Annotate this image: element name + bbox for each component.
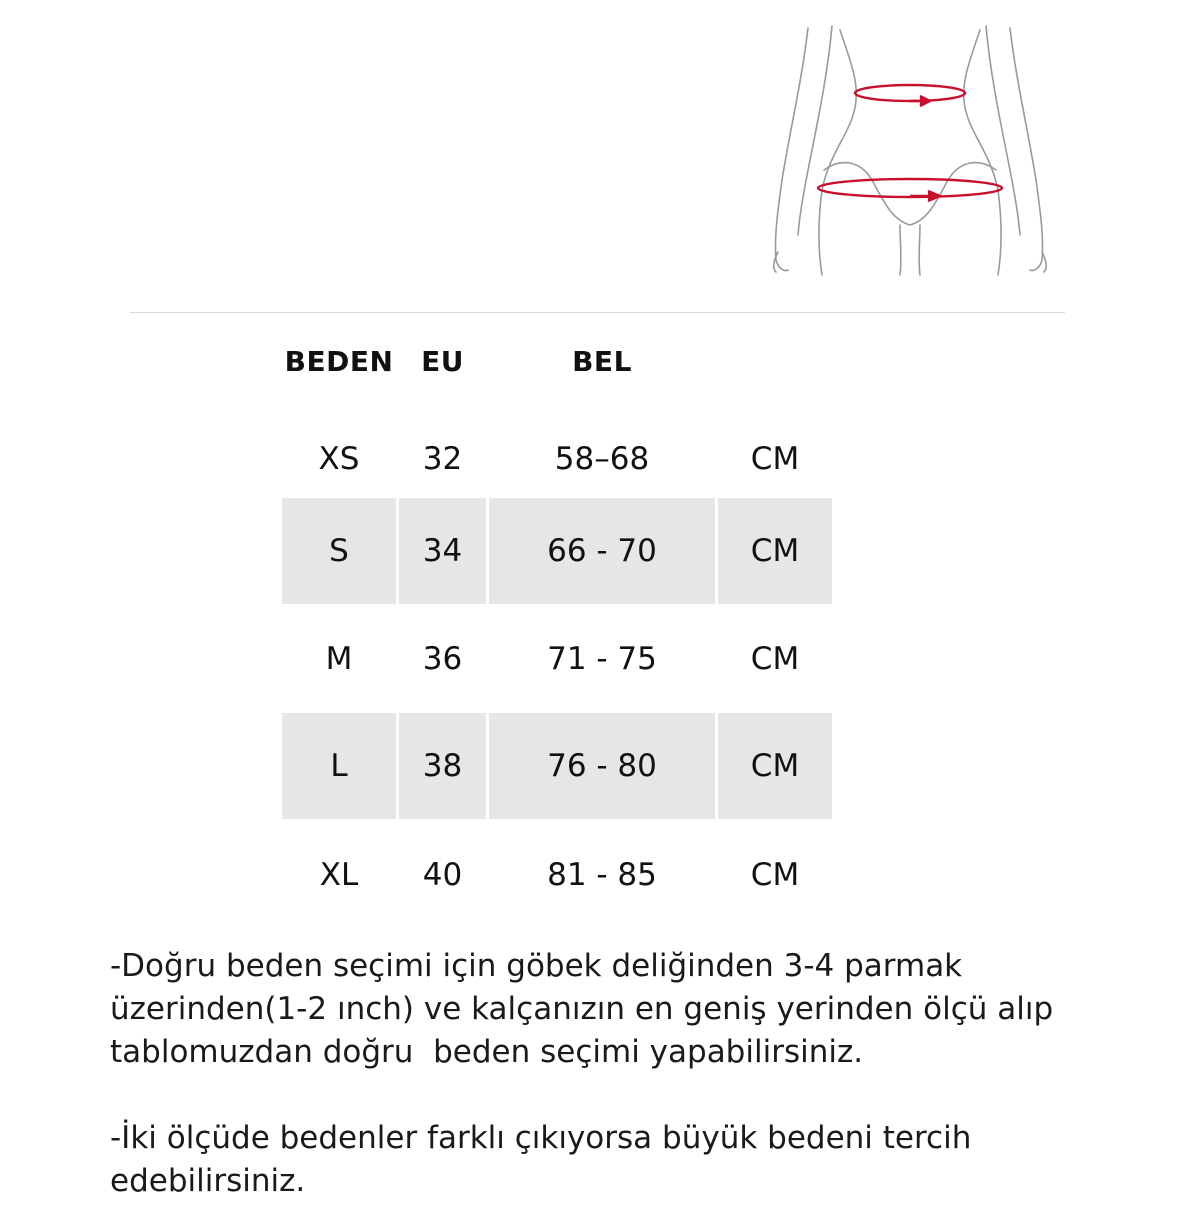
waist-cell: 76 - 80: [489, 713, 715, 819]
size-cell: XS: [318, 441, 360, 477]
unit-cell: CM: [750, 441, 800, 477]
size-cell: XL: [319, 857, 359, 893]
size-row-xl: [282, 822, 832, 928]
header-eu: EU: [421, 345, 464, 378]
header-size: BEDEN: [284, 345, 394, 378]
size-row-s: [282, 498, 832, 604]
eu-cell: 34: [399, 498, 486, 604]
unit-cell: CM: [718, 713, 832, 819]
waist-cell: 81 - 85: [547, 857, 657, 893]
eu-cell: 38: [399, 713, 486, 819]
eu-cell: 32: [422, 441, 463, 477]
waist-cell: 71 - 75: [547, 641, 657, 677]
waist-cell: 58–68: [554, 441, 650, 477]
measurement-instruction: -Doğru beden seçimi için göbek deliğinden 3-4 parmak üzerinden(1-2 ınch) ve kalçanızın en geniş yerinden ölçü alıp tablomuzdan doğru beden seçimi yapabilirsiniz.: [110, 948, 1054, 1070]
body-measurement-illustration: [760, 20, 1060, 280]
size-row-m: [282, 606, 832, 712]
size-preference-note: -İki ölçüde bedenler farklı çıkıyorsa büyük bedeni tercih edebilirsiniz.: [110, 1120, 972, 1199]
size-cell: S: [282, 498, 396, 604]
waist-cell: 66 - 70: [489, 498, 715, 604]
hip-measure-line: [818, 179, 1002, 201]
unit-cell: CM: [718, 498, 832, 604]
size-cell: M: [325, 641, 353, 677]
size-row-l: [282, 713, 832, 819]
unit-cell: CM: [750, 857, 800, 893]
size-row-xs: [282, 406, 832, 512]
unit-cell: CM: [750, 641, 800, 677]
waist-measure-line: [855, 85, 965, 106]
divider: [130, 312, 1065, 313]
size-guide-notes: [110, 945, 1170, 1203]
eu-cell: 40: [422, 857, 463, 893]
eu-cell: 36: [422, 641, 463, 677]
header-waist: BEL: [572, 345, 632, 378]
size-cell: L: [282, 713, 396, 819]
